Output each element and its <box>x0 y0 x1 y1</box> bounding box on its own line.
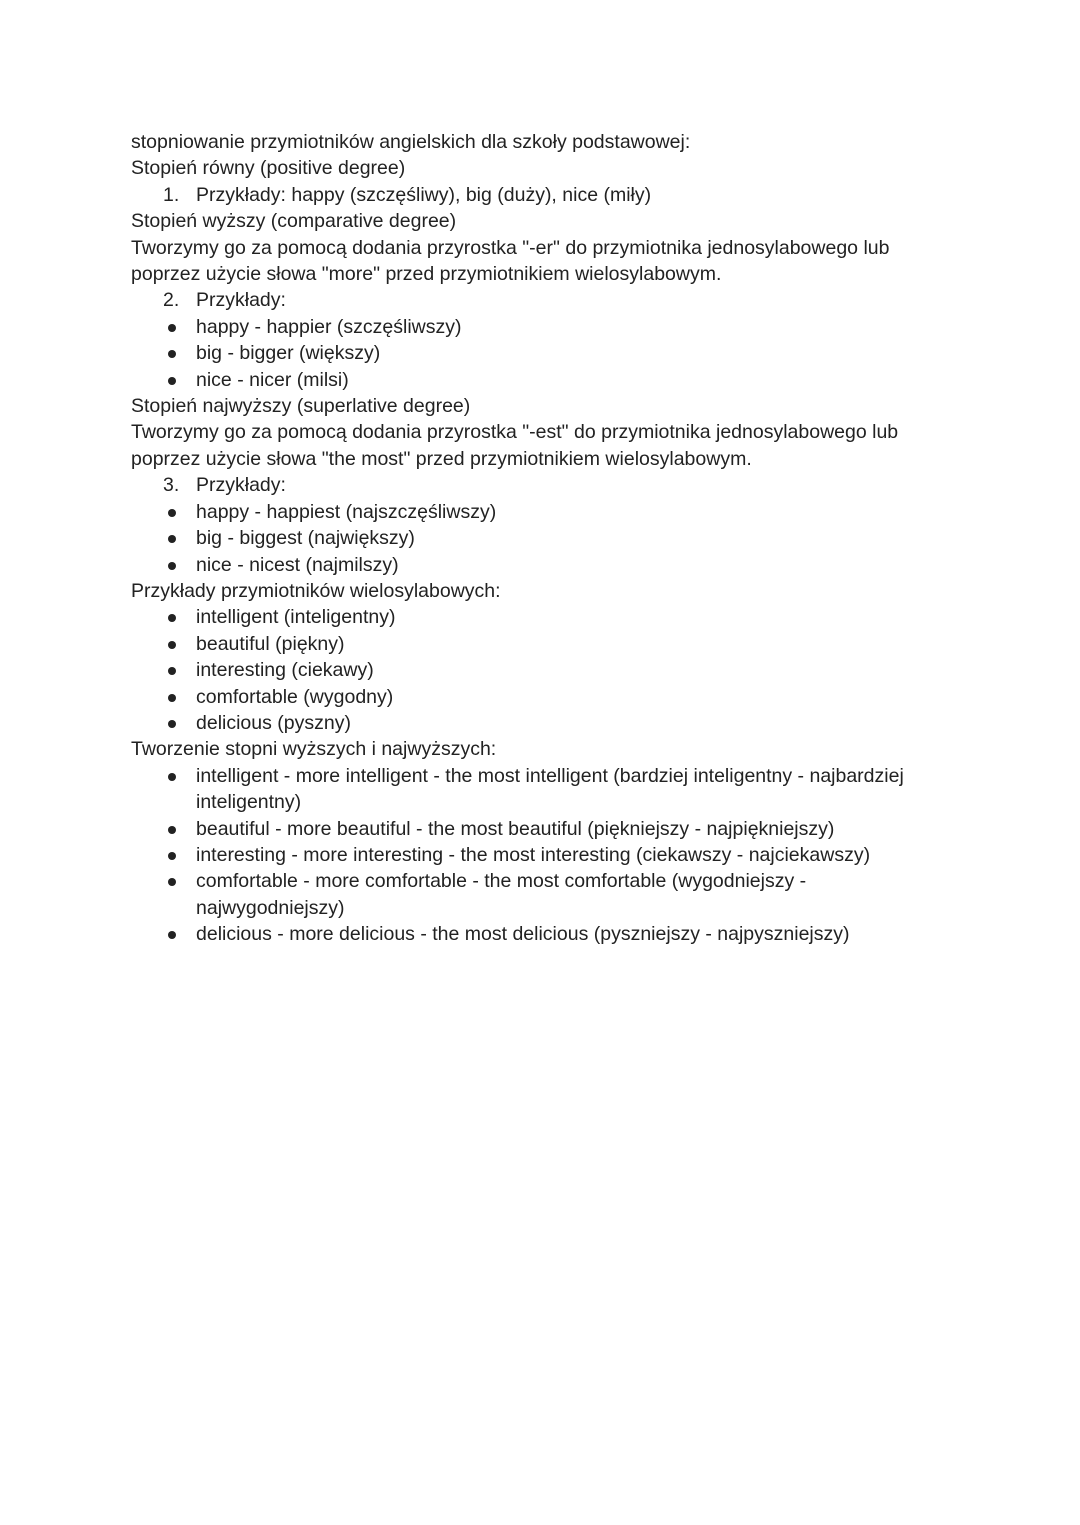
bullet-icon <box>168 878 176 886</box>
list-item-text: Przykłady: <box>196 474 286 497</box>
superlative-rule-line-2: poprzez użycie słowa "the most" przed przymiotnikiem wielosylabowym. <box>131 447 752 470</box>
multisyllable-heading: Przykłady przymiotników wielosylabowych: <box>131 579 501 602</box>
list-item <box>131 816 951 842</box>
bullet-icon <box>168 641 176 649</box>
list-item-text: comfortable (wygodny) <box>196 685 394 708</box>
list-item <box>131 921 951 947</box>
list-item-text: nice - nicest (najmilszy) <box>196 553 399 576</box>
bullet-icon <box>168 324 176 332</box>
comparative-list-item <box>131 287 951 313</box>
list-item-text: beautiful - more beautiful - the most beautiful (piękniejszy - najpiękniejszy) <box>196 817 835 840</box>
list-item-text: beautiful (piękny) <box>196 632 345 655</box>
bullet-icon <box>168 614 176 622</box>
list-item <box>131 367 951 393</box>
list-number: 1. <box>163 183 180 206</box>
list-item-text: delicious (pyszny) <box>196 711 351 734</box>
bullet-icon <box>168 667 176 675</box>
list-item <box>131 525 951 551</box>
positive-list-item <box>131 182 951 208</box>
list-item <box>131 763 951 816</box>
list-item <box>131 868 951 921</box>
list-item-text: big - biggest (największy) <box>196 527 415 550</box>
list-item <box>131 842 951 868</box>
list-item <box>131 710 951 736</box>
bullet-icon <box>168 826 176 834</box>
list-item <box>131 552 951 578</box>
bullet-icon <box>168 350 176 358</box>
bullet-icon <box>168 852 176 860</box>
list-item <box>131 684 951 710</box>
list-item-text: intelligent - more intelligent - the most intelligent (bardziej inteligentny - najbardziej inteligentny) <box>196 764 904 814</box>
bullet-icon <box>168 377 176 385</box>
bullet-icon <box>168 562 176 570</box>
list-item-text: delicious - more delicious - the most delicious (pyszniejszy - najpyszniejszy) <box>196 923 850 946</box>
list-item <box>131 340 951 366</box>
bullet-icon <box>168 931 176 939</box>
superlative-list-item <box>131 472 951 498</box>
bullet-icon <box>168 773 176 781</box>
list-item <box>131 604 951 630</box>
forming-heading: Tworzenie stopni wyższych i najwyższych: <box>131 738 497 761</box>
bullet-icon <box>168 694 176 702</box>
list-item-text: comfortable - more comfortable - the most comfortable (wygodniejszy - najwygodniejszy) <box>196 870 807 919</box>
document-title: stopniowanie przymiotników angielskich dla szkoły podstawowej: <box>131 131 691 153</box>
list-item <box>131 657 951 683</box>
comparative-degree-heading: Stopień wyższy (comparative degree) <box>131 210 457 233</box>
list-number: 3. <box>163 474 180 497</box>
document-body <box>131 129 951 948</box>
list-item-text: Przykłady: <box>196 289 286 312</box>
list-number: 2. <box>163 289 180 312</box>
list-item-text: nice - nicer (milsi) <box>196 368 349 391</box>
superlative-rule-line-1: Tworzymy go za pomocą dodania przyrostka "-est" do przymiotnika jednosylabowego lub <box>131 421 899 444</box>
comparative-rule-line-2: poprzez użycie słowa "more" przed przymiotnikiem wielosylabowym. <box>131 263 722 286</box>
comparative-rule-line-1: Tworzymy go za pomocą dodania przyrostka "-er" do przymiotnika jednosylabowego lub <box>131 236 890 259</box>
bullet-icon <box>168 535 176 543</box>
superlative-degree-heading: Stopień najwyższy (superlative degree) <box>131 395 471 418</box>
list-item-text: intelligent (inteligentny) <box>196 606 396 629</box>
list-item <box>131 314 951 340</box>
list-item-text: interesting (ciekawy) <box>196 659 374 682</box>
list-item <box>131 631 951 657</box>
list-item-text: happy - happiest (najszczęśliwszy) <box>196 500 497 523</box>
bullet-icon <box>168 509 176 517</box>
list-item-text: Przykłady: happy (szczęśliwy), big (duży), nice (miły) <box>196 183 652 206</box>
list-item-text: interesting - more interesting - the most interesting (ciekawszy - najciekawszy) <box>196 843 871 866</box>
list-item-text: big - bigger (większy) <box>196 342 381 365</box>
list-item <box>131 499 951 525</box>
positive-degree-heading: Stopień równy (positive degree) <box>131 157 406 180</box>
list-item-text: happy - happier (szczęśliwszy) <box>196 315 462 338</box>
bullet-icon <box>168 720 176 728</box>
